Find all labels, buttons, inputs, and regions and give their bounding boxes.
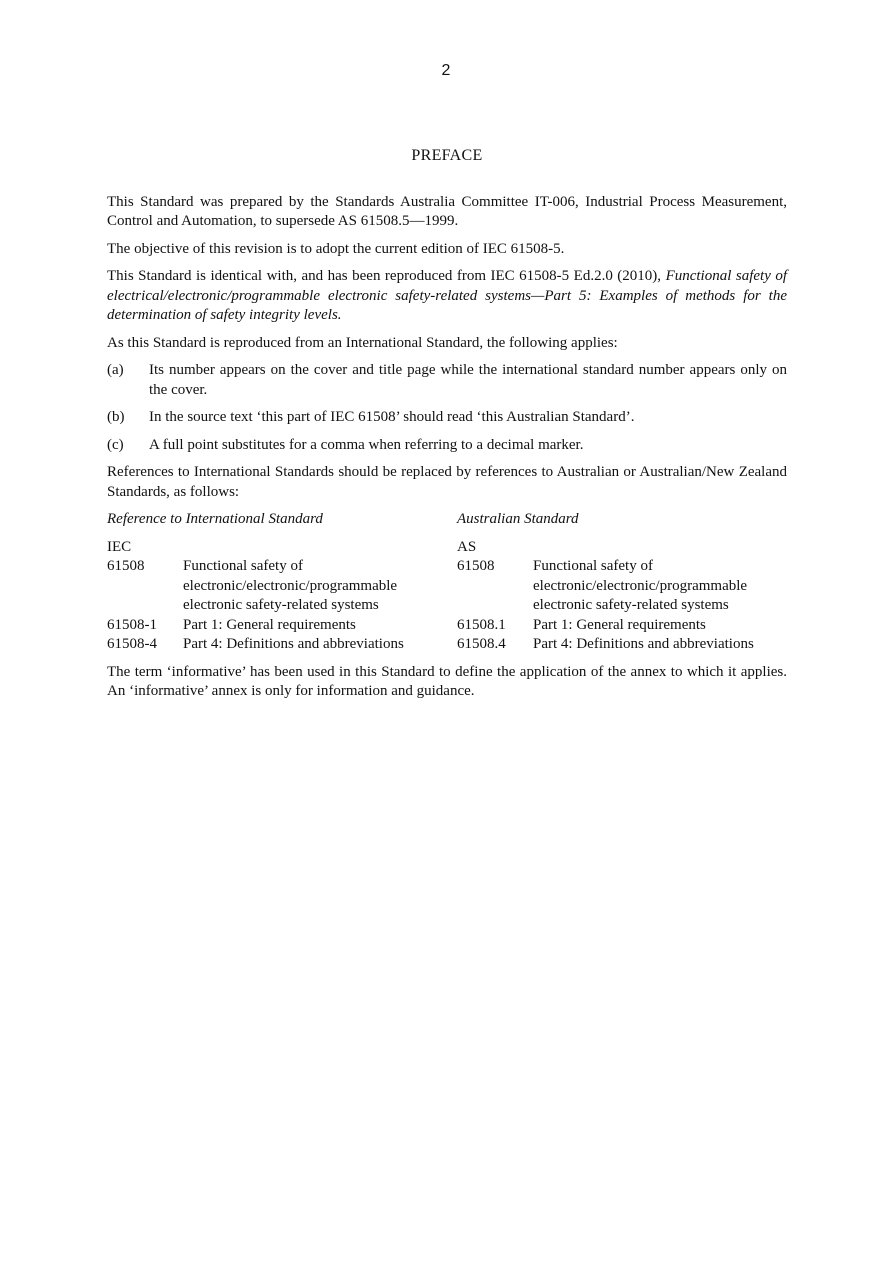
list-item [107,436,787,456]
iec-description: Functional safety of electronic/electronic/programmable electronic safety-related systems [183,558,398,613]
page-title: PREFACE [411,147,483,164]
list-text: Its number appears on the cover and title page while the international standard number appears only on the cover. [149,362,787,398]
paragraph-identical [107,267,787,326]
paragraph-objective: The objective of this revision is to adopt the current edition of IEC 61508-5. [107,240,565,257]
applies-list [107,361,787,455]
standard-title: Functional safety of electrical/electronic/programmable electronic safety-related systems—Part 5: Examples of methods for the determination of safety integrity levels. [107,268,788,323]
as-description: Part 4: Definitions and abbreviations [533,636,754,652]
iec-code: 61508 [107,558,145,574]
as-code: 61508 [457,558,495,574]
paragraph-applies: As this Standard is reproduced from an International Standard, the following applies: [107,334,618,351]
header-australian: Australian Standard [457,511,579,527]
iec-description: Part 1: General requirements [183,616,356,633]
org-as: AS [457,538,477,555]
list-marker: (c) [107,436,124,453]
iec-code: 61508-1 [107,616,157,633]
paragraph-committee: This Standard was prepared by the Standards Australia Committee IT-006, Industrial Process Measurement, Control and Automation, to supersede AS 61508.5—1999. [107,193,787,229]
org-iec: IEC [107,538,132,555]
table-row [107,635,787,655]
paragraph-identical-intro: This Standard is identical with, and has been reproduced from IEC 61508-5 Ed.2.0 (2010), [107,268,662,284]
table-row-org [107,538,787,558]
iec-code: 61508-4 [107,636,157,652]
iec-description: Part 4: Definitions and abbreviations [183,636,404,652]
header-international: Reference to International Standard [107,511,323,527]
reference-table [107,510,787,655]
list-marker: (b) [107,409,125,425]
as-code: 61508.4 [457,636,506,652]
reference-table-header [107,510,787,530]
list-text: In the source text ‘this part of IEC 61508’ should read ‘this Australian Standard’. [149,409,635,425]
list-marker: (a) [107,362,124,378]
page-number: 2 [441,62,451,79]
as-code: 61508.1 [457,616,506,633]
paragraph-informative: The term ‘informative’ has been used in this Standard to define the application of the annex to which it applies. An ‘informative’ annex is only for information and guidance. [107,663,787,699]
preface-content [107,146,787,710]
list-item [107,361,787,400]
as-description: Functional safety of electronic/electronic/programmable electronic safety-related systems [533,558,748,613]
table-row [107,557,787,616]
list-text: A full point substitutes for a comma when referring to a decimal marker. [149,436,584,453]
paragraph-references: References to International Standards should be replaced by references to Australian or Australian/New Zealand Standards, as follows: [107,464,787,500]
list-item [107,408,787,428]
table-row [107,616,787,636]
as-description: Part 1: General requirements [533,616,706,633]
